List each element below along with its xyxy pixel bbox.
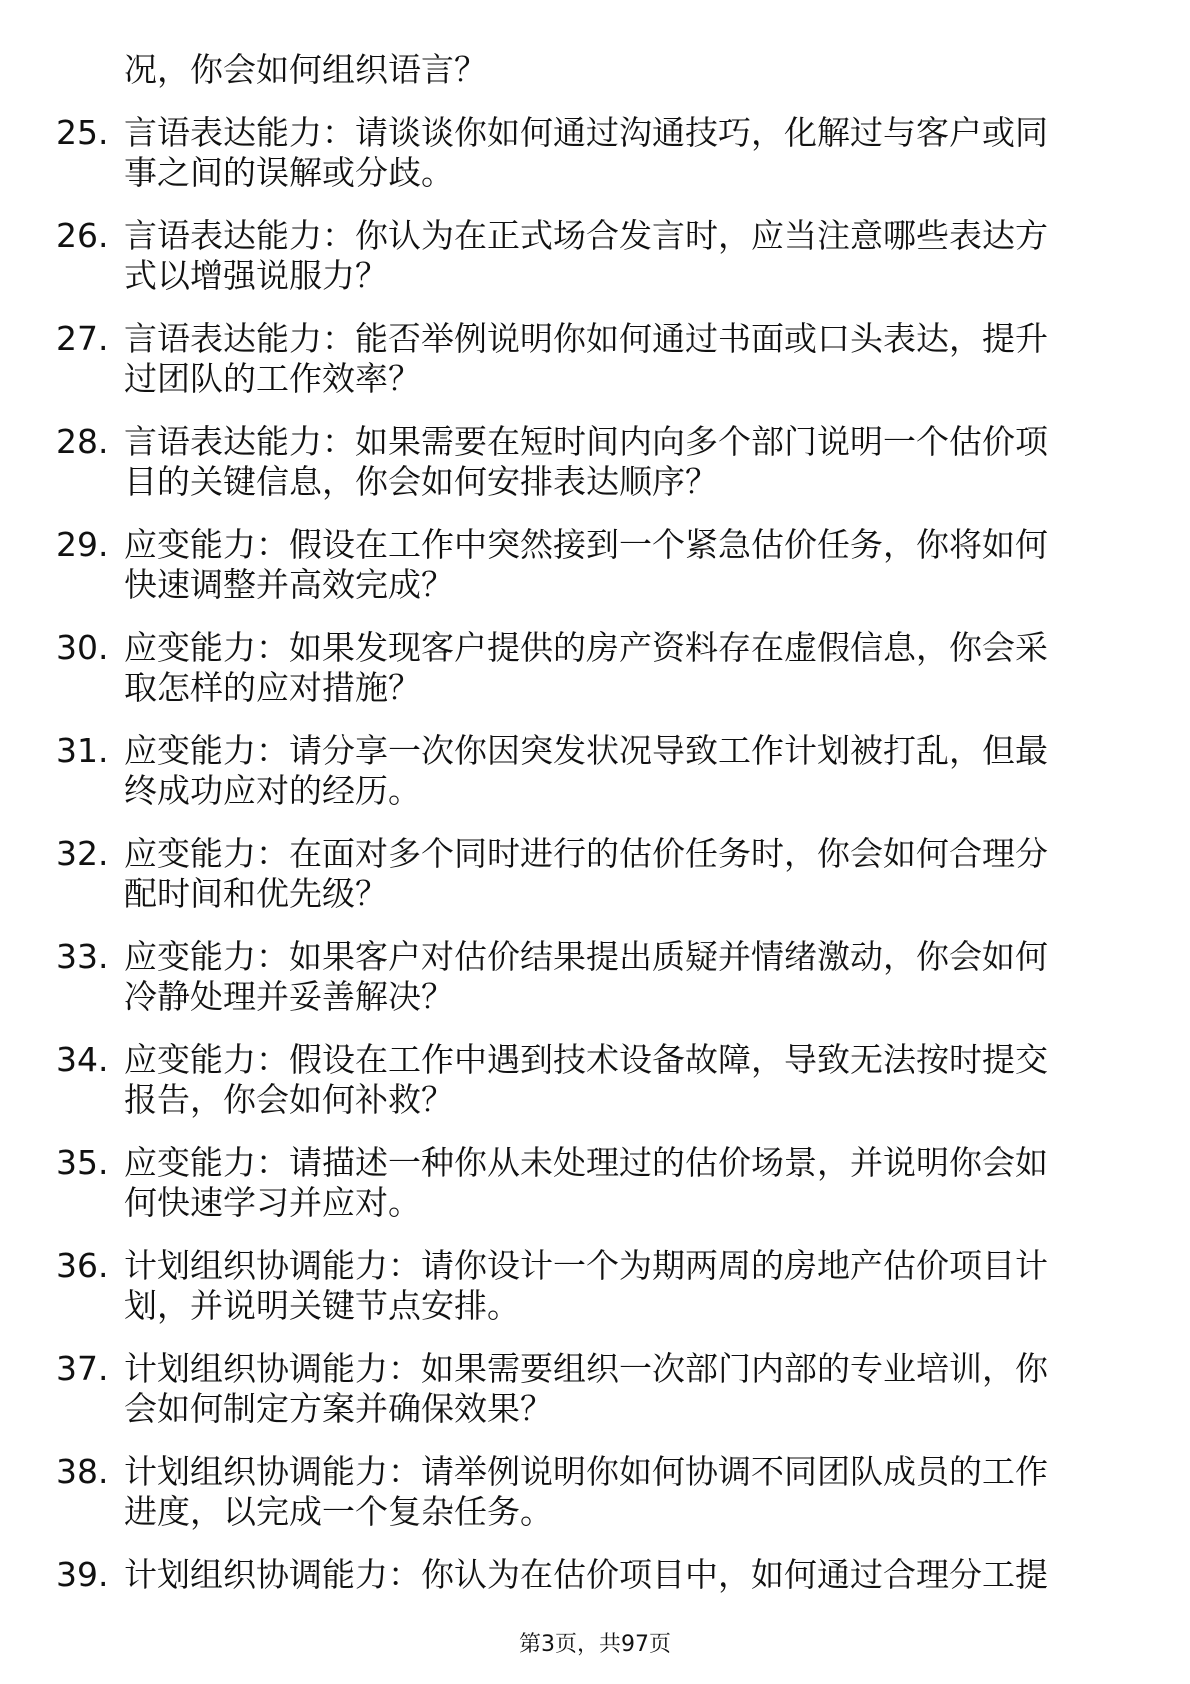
item-text: [124, 525, 1116, 605]
item-text-line: 快速调整并高效完成？: [124, 565, 454, 604]
item-text-line: 言语表达能力：如果需要在短时间内向多个部门说明一个估价项: [124, 422, 1048, 461]
continuation-text: 况，你会如何组织语言？: [124, 50, 487, 89]
item-text-line: 计划组织协调能力：你认为在估价项目中，如何通过合理分工提: [124, 1555, 1048, 1594]
item-text-line: 取怎样的应对措施？: [124, 668, 421, 707]
item-number: 29.: [56, 525, 109, 564]
item-text-line: 计划组织协调能力：如果需要组织一次部门内部的专业培训，你: [124, 1349, 1048, 1388]
item-text-line: 应变能力：请描述一种你从未处理过的估价场景，并说明你会如: [124, 1143, 1048, 1182]
item-text-line: 事之间的误解或分歧。: [124, 153, 454, 192]
item-number: 36.: [56, 1246, 109, 1285]
item-number: 27.: [56, 319, 109, 358]
item-text-line: 划，并说明关键节点安排。: [124, 1286, 520, 1325]
item-text: [124, 1143, 1116, 1223]
item-number: 39.: [56, 1555, 109, 1594]
item-text-line: 应变能力：在面对多个同时进行的估价任务时，你会如何合理分: [124, 834, 1048, 873]
item-number: 33.: [56, 937, 109, 976]
item-number: 34.: [56, 1040, 109, 1079]
item-text-line: 配时间和优先级？: [124, 874, 388, 913]
list-item: [56, 422, 1116, 502]
list-item: [56, 1040, 1116, 1120]
item-text: [124, 422, 1116, 502]
item-text: [124, 1040, 1116, 1120]
item-text-line: 过团队的工作效率？: [124, 359, 421, 398]
item-text-line: 应变能力：如果发现客户提供的房产资料存在虚假信息，你会采: [124, 628, 1048, 667]
list-item: [56, 319, 1116, 399]
item-text-line: 言语表达能力：能否举例说明你如何通过书面或口头表达，提升: [124, 319, 1048, 358]
item-text: [124, 1555, 1116, 1595]
item-text-line: 进度，以完成一个复杂任务。: [124, 1492, 553, 1531]
item-text: [124, 628, 1116, 708]
list-item: [56, 1452, 1116, 1532]
item-text: [124, 1349, 1116, 1429]
item-text-line: 式以增强说服力？: [124, 256, 388, 295]
item-number: 35.: [56, 1143, 109, 1182]
item-text: [124, 319, 1116, 399]
item-text: [124, 834, 1116, 914]
item-text-line: 冷静处理并妥善解决？: [124, 977, 454, 1016]
item-text-line: 言语表达能力：请谈谈你如何通过沟通技巧，化解过与客户或同: [124, 113, 1048, 152]
list-item: [56, 834, 1116, 914]
item-number: 37.: [56, 1349, 109, 1388]
list-item: [56, 216, 1116, 296]
item-text-line: 报告，你会如何补救？: [124, 1080, 454, 1119]
item-text-line: 应变能力：请分享一次你因突发状况导致工作计划被打乱，但最: [124, 731, 1048, 770]
list-item: [56, 1349, 1116, 1429]
item-text: [124, 1452, 1116, 1532]
question-list: [56, 50, 1116, 1618]
item-text-line: 何快速学习并应对。: [124, 1183, 421, 1222]
list-item: [56, 1143, 1116, 1223]
list-item: [56, 1555, 1116, 1595]
list-item: [56, 937, 1116, 1017]
item-text-line: 计划组织协调能力：请举例说明你如何协调不同团队成员的工作: [124, 1452, 1048, 1491]
item-number: 30.: [56, 628, 109, 667]
page-footer: 第3页，共97页: [519, 1632, 671, 1657]
item-number: 28.: [56, 422, 109, 461]
item-text: [124, 731, 1116, 811]
item-number: 26.: [56, 216, 109, 255]
item-number: 32.: [56, 834, 109, 873]
item-text: [124, 216, 1116, 296]
item-text-line: 应变能力：假设在工作中遇到技术设备故障，导致无法按时提交: [124, 1040, 1048, 1079]
list-item: [56, 731, 1116, 811]
item-text: [124, 1246, 1116, 1326]
item-text-line: 言语表达能力：你认为在正式场合发言时，应当注意哪些表达方: [124, 216, 1048, 255]
list-item: [56, 628, 1116, 708]
list-item: [56, 1246, 1116, 1326]
item-text-line: 应变能力：假设在工作中突然接到一个紧急估价任务，你将如何: [124, 525, 1048, 564]
list-item: [56, 113, 1116, 193]
item-text: [124, 937, 1116, 1017]
item-number: 25.: [56, 113, 109, 152]
item-text-line: 应变能力：如果客户对估价结果提出质疑并情绪激动，你会如何: [124, 937, 1048, 976]
item-number: 31.: [56, 731, 109, 770]
item-text-line: 终成功应对的经历。: [124, 771, 421, 810]
item-text: [124, 113, 1116, 193]
numbered-items: [56, 113, 1116, 1595]
item-text-line: 计划组织协调能力：请你设计一个为期两周的房地产估价项目计: [124, 1246, 1048, 1285]
list-item: [56, 525, 1116, 605]
item-number: 38.: [56, 1452, 109, 1491]
item-text-line: 会如何制定方案并确保效果？: [124, 1389, 553, 1428]
item-text-line: 目的关键信息，你会如何安排表达顺序？: [124, 462, 718, 501]
